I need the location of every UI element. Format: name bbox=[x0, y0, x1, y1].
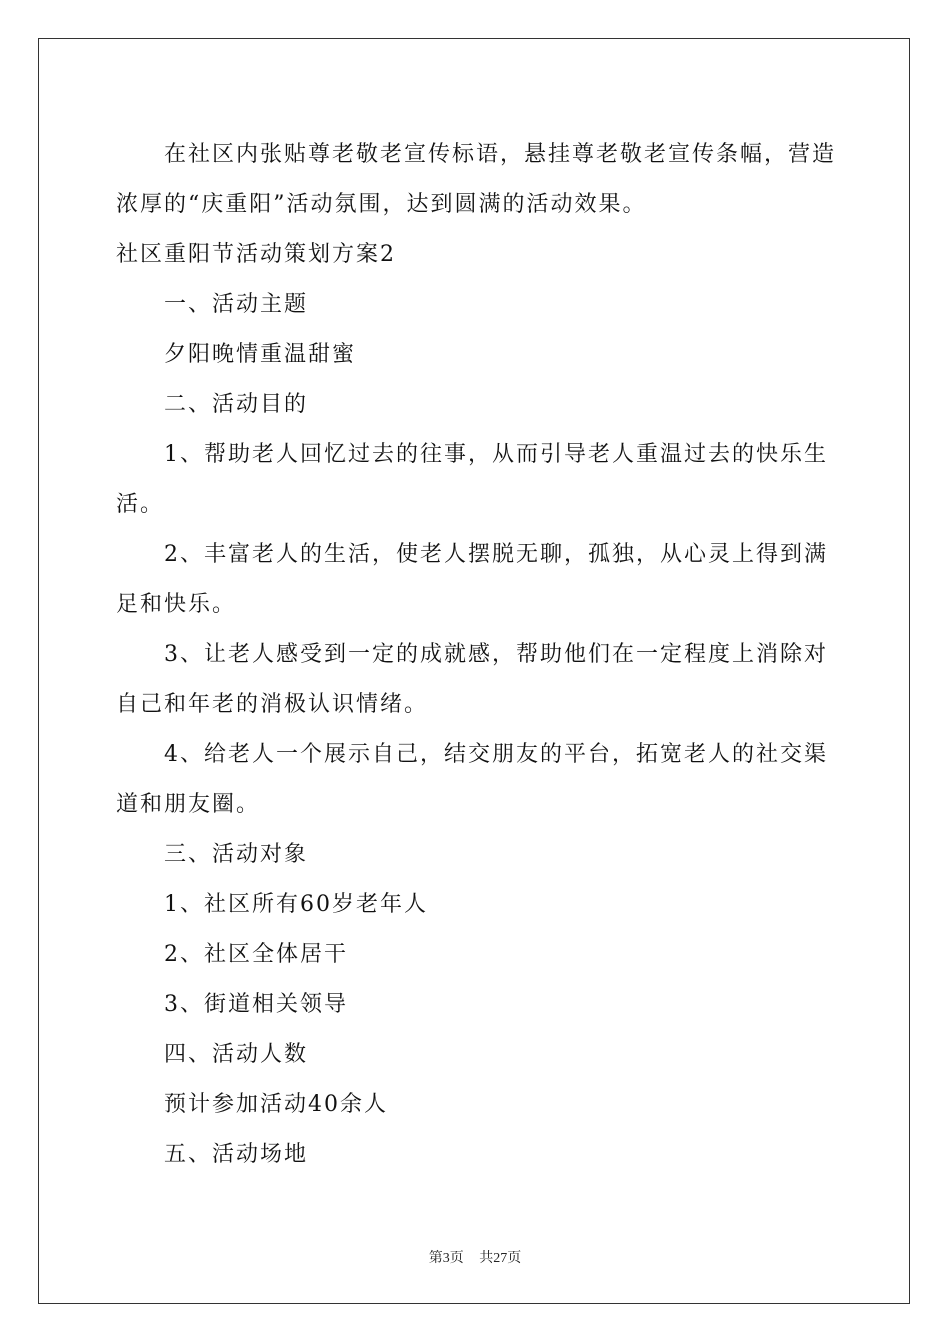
text-line: 2、丰富老人的生活，使老人摆脱无聊，孤独，从心灵上得到满 bbox=[164, 542, 828, 567]
text-line: 浓厚的“庆重阳”活动氛围，达到圆满的活动效果。 bbox=[116, 192, 647, 217]
text-line: 社区重阳节活动策划方案2 bbox=[116, 242, 396, 267]
text-line: 二、活动目的 bbox=[164, 392, 309, 417]
page-footer bbox=[0, 1247, 950, 1267]
text-line: 在社区内张贴尊老敬老宣传标语，悬挂尊老敬老宣传条幅，营造 bbox=[164, 142, 837, 167]
document-body bbox=[116, 130, 836, 1180]
page-number-current: 第3页 bbox=[428, 1251, 464, 1266]
text-line: 活。 bbox=[116, 492, 165, 517]
text-line: 三、活动对象 bbox=[164, 842, 309, 867]
text-line: 自己和年老的消极认识情绪。 bbox=[116, 692, 429, 717]
text-line: 道和朋友圈。 bbox=[116, 792, 261, 817]
text-line: 一、活动主题 bbox=[164, 292, 309, 317]
text-line: 1、社区所有60岁老年人 bbox=[164, 892, 428, 917]
text-line: 预计参加活动40余人 bbox=[164, 1092, 388, 1117]
text-line: 夕阳晚情重温甜蜜 bbox=[164, 342, 357, 367]
text-line: 2、社区全体居干 bbox=[164, 942, 348, 967]
text-line: 四、活动人数 bbox=[164, 1042, 309, 1067]
text-line: 足和快乐。 bbox=[116, 592, 237, 617]
text-line: 4、给老人一个展示自己，结交朋友的平台，拓宽老人的社交渠 bbox=[164, 742, 828, 767]
page-number-total: 共27页 bbox=[479, 1251, 522, 1266]
text-line: 五、活动场地 bbox=[164, 1142, 309, 1167]
text-line: 1、帮助老人回忆过去的往事，从而引导老人重温过去的快乐生 bbox=[164, 442, 828, 467]
text-line: 3、让老人感受到一定的成就感，帮助他们在一定程度上消除对 bbox=[164, 642, 828, 667]
text-line: 3、街道相关领导 bbox=[164, 992, 348, 1017]
